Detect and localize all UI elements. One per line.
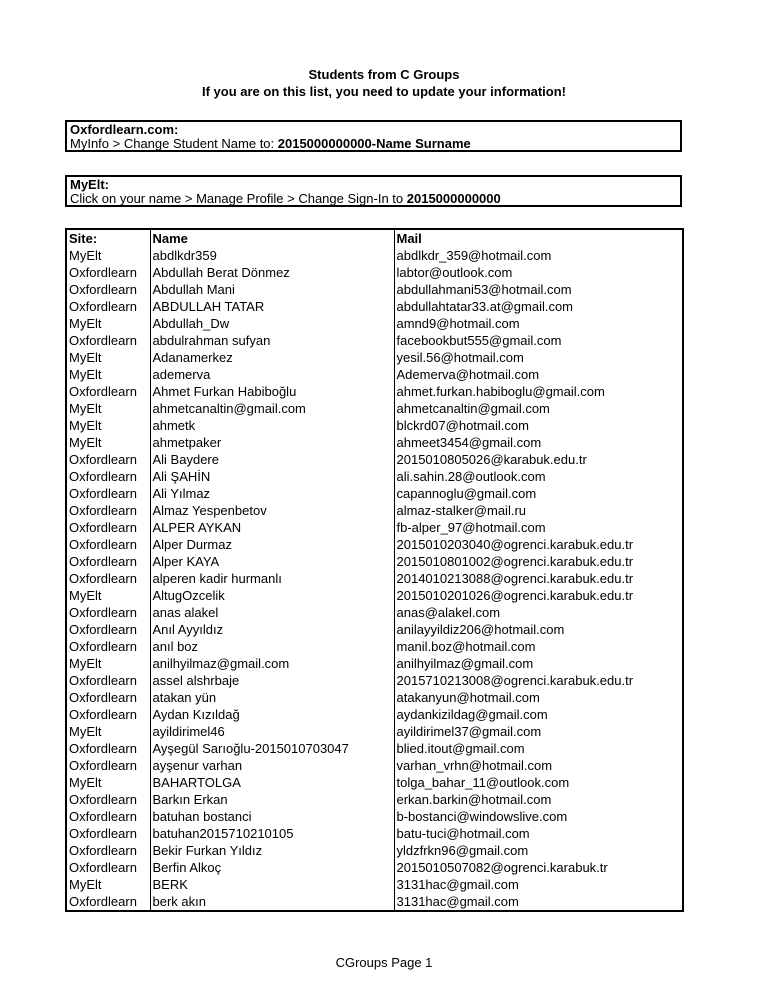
cell-mail: abdlkdr_359@hotmail.com <box>394 247 683 264</box>
table-row <box>66 502 683 519</box>
cell-mail: anilayyildiz206@hotmail.com <box>394 621 683 638</box>
cell-name: anilhyilmaz@gmail.com <box>150 655 394 672</box>
cell-name: ayşenur varhan <box>150 757 394 774</box>
cell-name: ahmetpaker <box>150 434 394 451</box>
table-row <box>66 570 683 587</box>
table-row <box>66 655 683 672</box>
cell-name: Ali Baydere <box>150 451 394 468</box>
cell-name: BAHARTOLGA <box>150 774 394 791</box>
cell-site: MyElt <box>66 315 150 332</box>
myelt-steps-text: Click on your name > Manage Profile > Change Sign-In to <box>70 191 407 206</box>
cell-name: AltugOzcelik <box>150 587 394 604</box>
myelt-steps-format: 2015000000000 <box>406 191 501 206</box>
cell-site: Oxfordlearn <box>66 808 150 825</box>
cell-site: Oxfordlearn <box>66 842 150 859</box>
cell-mail: anas@alakel.com <box>394 604 683 621</box>
table-row <box>66 587 683 604</box>
cell-name: Almaz Yespenbetov <box>150 502 394 519</box>
oxfordlearn-heading: Oxfordlearn.com: <box>70 122 179 137</box>
table-row <box>66 519 683 536</box>
cell-mail: ahmeet3454@gmail.com <box>394 434 683 451</box>
cell-site: Oxfordlearn <box>66 621 150 638</box>
cell-name: ademerva <box>150 366 394 383</box>
cell-name: BERK <box>150 876 394 893</box>
table-row <box>66 366 683 383</box>
cell-name: ayildirimel46 <box>150 723 394 740</box>
cell-site: Oxfordlearn <box>66 825 150 842</box>
cell-mail: amnd9@hotmail.com <box>394 315 683 332</box>
table-row <box>66 315 683 332</box>
cell-site: Oxfordlearn <box>66 757 150 774</box>
table-row <box>66 876 683 893</box>
cell-name: ahmetk <box>150 417 394 434</box>
table-row <box>66 417 683 434</box>
table-row <box>66 893 683 911</box>
cell-name: Aydan Kızıldağ <box>150 706 394 723</box>
cell-site: MyElt <box>66 876 150 893</box>
cell-name: Ahmet Furkan Habiboğlu <box>150 383 394 400</box>
cell-site: Oxfordlearn <box>66 536 150 553</box>
cell-site: Oxfordlearn <box>66 740 150 757</box>
cell-site: Oxfordlearn <box>66 519 150 536</box>
table-row <box>66 604 683 621</box>
cell-name: Anıl Ayyıldız <box>150 621 394 638</box>
cell-mail: 2014010213088@ogrenci.karabuk.edu.tr <box>394 570 683 587</box>
cell-mail: 3131hac@gmail.com <box>394 893 683 911</box>
cell-name: atakan yün <box>150 689 394 706</box>
cell-site: Oxfordlearn <box>66 553 150 570</box>
cell-mail: ali.sahin.28@outlook.com <box>394 468 683 485</box>
cell-name: Abdullah Berat Dönmez <box>150 264 394 281</box>
page-subtitle: If you are on this list, you need to update your information! <box>201 84 567 99</box>
cell-mail: 2015010801002@ogrenci.karabuk.edu.tr <box>394 553 683 570</box>
cell-site: MyElt <box>66 417 150 434</box>
cell-mail: blckrd07@hotmail.com <box>394 417 683 434</box>
cell-site: Oxfordlearn <box>66 264 150 281</box>
table-row <box>66 383 683 400</box>
cell-mail: 2015010805026@karabuk.edu.tr <box>394 451 683 468</box>
table-row <box>66 791 683 808</box>
cell-name: Ali ŞAHİN <box>150 468 394 485</box>
cell-name: berk akın <box>150 893 394 911</box>
cell-site: Oxfordlearn <box>66 485 150 502</box>
cell-site: MyElt <box>66 723 150 740</box>
cell-name: Ayşegül Sarıoğlu-2015010703047 <box>150 740 394 757</box>
header-mail: Mail <box>394 229 683 247</box>
oxfordlearn-instructions <box>65 120 682 152</box>
cell-mail: b-bostanci@windowslive.com <box>394 808 683 825</box>
cell-site: MyElt <box>66 366 150 383</box>
cell-mail: 3131hac@gmail.com <box>394 876 683 893</box>
table-row <box>66 400 683 417</box>
table-row <box>66 553 683 570</box>
table-row <box>66 264 683 281</box>
cell-site: Oxfordlearn <box>66 859 150 876</box>
cell-mail: labtor@outlook.com <box>394 264 683 281</box>
cell-mail: yesil.56@hotmail.com <box>394 349 683 366</box>
cell-site: MyElt <box>66 655 150 672</box>
table-row <box>66 281 683 298</box>
cell-mail: ahmet.furkan.habiboglu@gmail.com <box>394 383 683 400</box>
cell-mail: manil.boz@hotmail.com <box>394 638 683 655</box>
cell-mail: ahmetcanaltin@gmail.com <box>394 400 683 417</box>
cell-site: Oxfordlearn <box>66 298 150 315</box>
cell-mail: atakanyun@hotmail.com <box>394 689 683 706</box>
cell-mail: anilhyilmaz@gmail.com <box>394 655 683 672</box>
cell-mail: facebookbut555@gmail.com <box>394 332 683 349</box>
cell-name: abdlkdr359 <box>150 247 394 264</box>
cell-name: Alper KAYA <box>150 553 394 570</box>
table-row <box>66 621 683 638</box>
cell-name: batuhan bostanci <box>150 808 394 825</box>
cell-name: batuhan2015710210105 <box>150 825 394 842</box>
table-row <box>66 485 683 502</box>
cell-mail: 2015010201026@ogrenci.karabuk.edu.tr <box>394 587 683 604</box>
table-row <box>66 825 683 842</box>
cell-mail: abdullahmani53@hotmail.com <box>394 281 683 298</box>
cell-name: Bekir Furkan Yıldız <box>150 842 394 859</box>
cell-name: ahmetcanaltin@gmail.com <box>150 400 394 417</box>
cell-mail: Ademerva@hotmail.com <box>394 366 683 383</box>
oxfordlearn-steps <box>70 137 677 151</box>
header-name: Name <box>150 229 394 247</box>
cell-mail: erkan.barkin@hotmail.com <box>394 791 683 808</box>
table-row <box>66 349 683 366</box>
cell-site: Oxfordlearn <box>66 451 150 468</box>
cell-mail: yldzfrkn96@gmail.com <box>394 842 683 859</box>
myelt-heading: MyElt: <box>70 177 109 192</box>
table-row <box>66 774 683 791</box>
table-row <box>66 842 683 859</box>
cell-mail: tolga_bahar_11@outlook.com <box>394 774 683 791</box>
cell-site: Oxfordlearn <box>66 689 150 706</box>
cell-site: Oxfordlearn <box>66 893 150 911</box>
cell-mail: 2015010203040@ogrenci.karabuk.edu.tr <box>394 536 683 553</box>
cell-name: Berfin Alkoç <box>150 859 394 876</box>
cell-mail: batu-tuci@hotmail.com <box>394 825 683 842</box>
table-row <box>66 740 683 757</box>
cell-name: anas alakel <box>150 604 394 621</box>
header-site: Site: <box>66 229 150 247</box>
cell-site: Oxfordlearn <box>66 383 150 400</box>
cell-mail: varhan_vrhn@hotmail.com <box>394 757 683 774</box>
table-row <box>66 638 683 655</box>
cell-mail: aydankizildag@gmail.com <box>394 706 683 723</box>
table-row <box>66 859 683 876</box>
table-row <box>66 451 683 468</box>
oxfordlearn-steps-text: MyInfo > Change Student Name to: <box>70 136 278 151</box>
table-row <box>66 689 683 706</box>
cell-name: Abdullah Mani <box>150 281 394 298</box>
table-row <box>66 247 683 264</box>
cell-mail: abdullahtatar33.at@gmail.com <box>394 298 683 315</box>
table-row <box>66 672 683 689</box>
cell-site: MyElt <box>66 774 150 791</box>
cell-name: Abdullah_Dw <box>150 315 394 332</box>
table-row <box>66 332 683 349</box>
cell-site: Oxfordlearn <box>66 502 150 519</box>
cell-site: Oxfordlearn <box>66 468 150 485</box>
cell-name: ALPER AYKAN <box>150 519 394 536</box>
cell-name: Adanamerkez <box>150 349 394 366</box>
cell-mail: blied.itout@gmail.com <box>394 740 683 757</box>
table-row <box>66 723 683 740</box>
table-row <box>66 808 683 825</box>
cell-mail: fb-alper_97@hotmail.com <box>394 519 683 536</box>
cell-site: MyElt <box>66 434 150 451</box>
table-row <box>66 468 683 485</box>
cell-site: Oxfordlearn <box>66 672 150 689</box>
cell-site: MyElt <box>66 349 150 366</box>
cell-site: Oxfordlearn <box>66 281 150 298</box>
students-table <box>65 228 684 912</box>
cell-mail: 2015010507082@ogrenci.karabuk.tr <box>394 859 683 876</box>
cell-name: Ali Yılmaz <box>150 485 394 502</box>
cell-name: alperen kadir hurmanlı <box>150 570 394 587</box>
cell-name: ABDULLAH TATAR <box>150 298 394 315</box>
cell-name: abdulrahman sufyan <box>150 332 394 349</box>
cell-site: Oxfordlearn <box>66 706 150 723</box>
cell-name: anıl boz <box>150 638 394 655</box>
cell-site: Oxfordlearn <box>66 570 150 587</box>
table-row <box>66 536 683 553</box>
table-header-row <box>66 229 683 247</box>
table-row <box>66 757 683 774</box>
cell-name: Alper Durmaz <box>150 536 394 553</box>
cell-site: MyElt <box>66 587 150 604</box>
cell-mail: ayildirimel37@gmail.com <box>394 723 683 740</box>
cell-site: Oxfordlearn <box>66 638 150 655</box>
cell-name: Barkın Erkan <box>150 791 394 808</box>
cell-name: assel alshrbaje <box>150 672 394 689</box>
cell-site: MyElt <box>66 400 150 417</box>
cell-site: Oxfordlearn <box>66 791 150 808</box>
page-title: Students from C Groups <box>308 67 460 82</box>
myelt-steps <box>70 192 677 206</box>
cell-site: MyElt <box>66 247 150 264</box>
table-row <box>66 706 683 723</box>
table-row <box>66 298 683 315</box>
cell-mail: capannoglu@gmail.com <box>394 485 683 502</box>
cell-site: Oxfordlearn <box>66 332 150 349</box>
oxfordlearn-steps-format: 2015000000000-Name Surname <box>277 136 471 151</box>
cell-site: Oxfordlearn <box>66 604 150 621</box>
myelt-instructions <box>65 175 682 207</box>
cell-mail: 2015710213008@ogrenci.karabuk.edu.tr <box>394 672 683 689</box>
table-row <box>66 434 683 451</box>
page-footer: CGroups Page 1 <box>335 955 433 970</box>
cell-mail: almaz-stalker@mail.ru <box>394 502 683 519</box>
